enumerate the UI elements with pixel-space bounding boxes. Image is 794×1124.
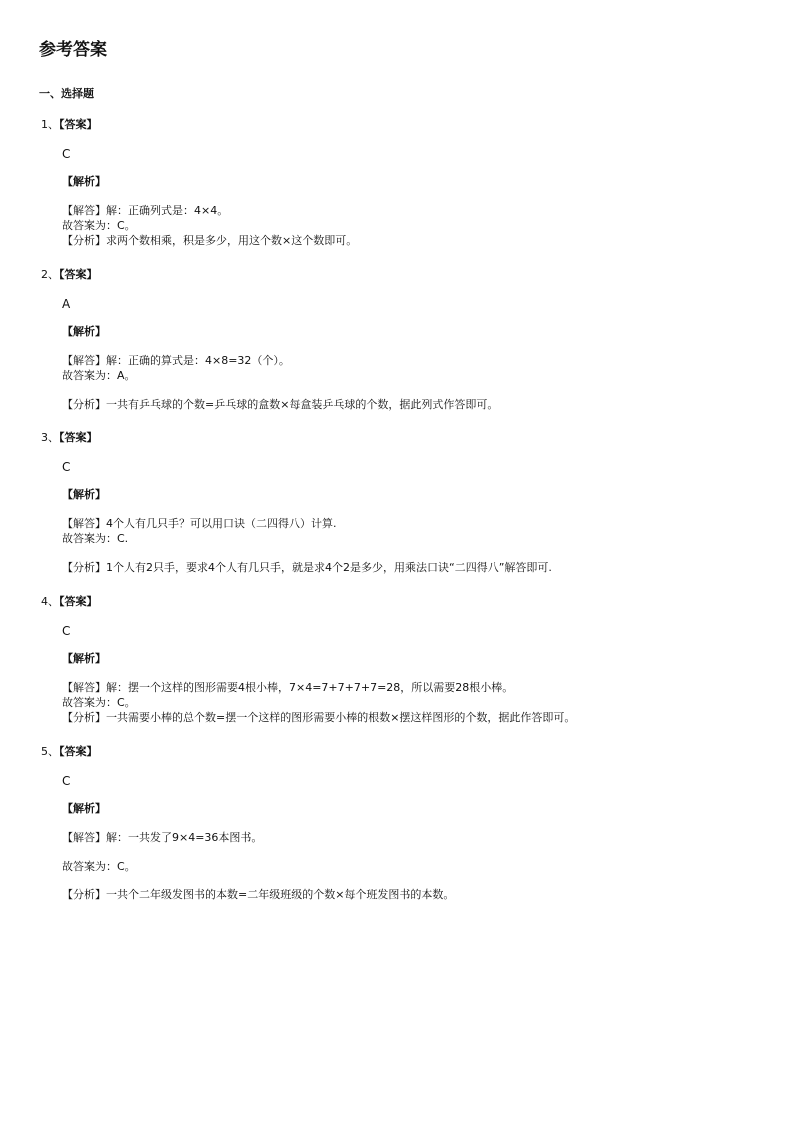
solution-line: 【解答】解：正确列式是：4×4。: [62, 204, 229, 217]
section-title: 一、选择题: [39, 87, 94, 100]
solution-line: 【解答】解：摆一个这样的图形需要4根小棒，7×4=7+7+7+7=28，所以需要28根小棒。: [62, 681, 514, 694]
conclusion-line: 故答案为：C.: [62, 532, 129, 545]
answer-label: 【答案】: [59, 431, 98, 444]
question-2-header: [41, 268, 98, 282]
analysis-line: 【分析】一共有乒乓球的个数=乒乓球的盒数×每盒装乒乓球的个数，据此列式作答即可。: [62, 398, 499, 411]
question-number: 3、: [41, 431, 59, 444]
answer-label: 【答案】: [59, 595, 98, 608]
question-5-header: [41, 745, 98, 759]
solution-line: 【解答】解：正确的算式是：4×8=32（个）。: [62, 354, 290, 367]
answer-label: 【答案】: [59, 118, 98, 131]
question-number: 4、: [41, 595, 59, 608]
answer-value: A: [62, 297, 71, 311]
analysis-line: 【分析】1个人有2只手，要求4个人有几只手，就是求4个2是多少，用乘法口诀“二四得八”解答即可.: [62, 561, 552, 574]
analysis-label: 【解析】: [62, 652, 106, 665]
solution-line: 【解答】解：一共发了9×4=36本图书。: [62, 831, 263, 844]
answer-label: 【答案】: [59, 268, 98, 281]
question-1-header: [41, 118, 98, 132]
analysis-line: 【分析】求两个数相乘，积是多少，用这个数×这个数即可。: [62, 234, 358, 247]
conclusion-line: 故答案为：C。: [62, 860, 136, 873]
conclusion-line: 故答案为：C。: [62, 219, 136, 232]
question-4-header: [41, 595, 98, 609]
analysis-line: 【分析】一共个二年级发图书的本数=二年级班级的个数×每个班发图书的本数。: [62, 888, 455, 901]
answer-label: 【答案】: [59, 745, 98, 758]
answer-value: C: [62, 460, 71, 474]
page-title: 参考答案: [39, 40, 107, 60]
analysis-label: 【解析】: [62, 175, 106, 188]
solution-line: 【解答】4个人有几只手？可以用口诀（二四得八）计算.: [62, 517, 337, 530]
question-number: 5、: [41, 745, 59, 758]
analysis-line: 【分析】一共需要小棒的总个数=摆一个这样的图形需要小棒的根数×摆这样图形的个数，据此作答即可。: [62, 711, 576, 724]
question-3-header: [41, 431, 98, 445]
question-number: 2、: [41, 268, 59, 281]
answer-value: C: [62, 624, 71, 638]
analysis-label: 【解析】: [62, 325, 106, 338]
answer-value: C: [62, 147, 71, 161]
answer-value: C: [62, 774, 71, 788]
analysis-label: 【解析】: [62, 488, 106, 501]
conclusion-line: 故答案为：C。: [62, 696, 136, 709]
analysis-label: 【解析】: [62, 802, 106, 815]
question-number: 1、: [41, 118, 59, 131]
conclusion-line: 故答案为：A。: [62, 369, 136, 382]
